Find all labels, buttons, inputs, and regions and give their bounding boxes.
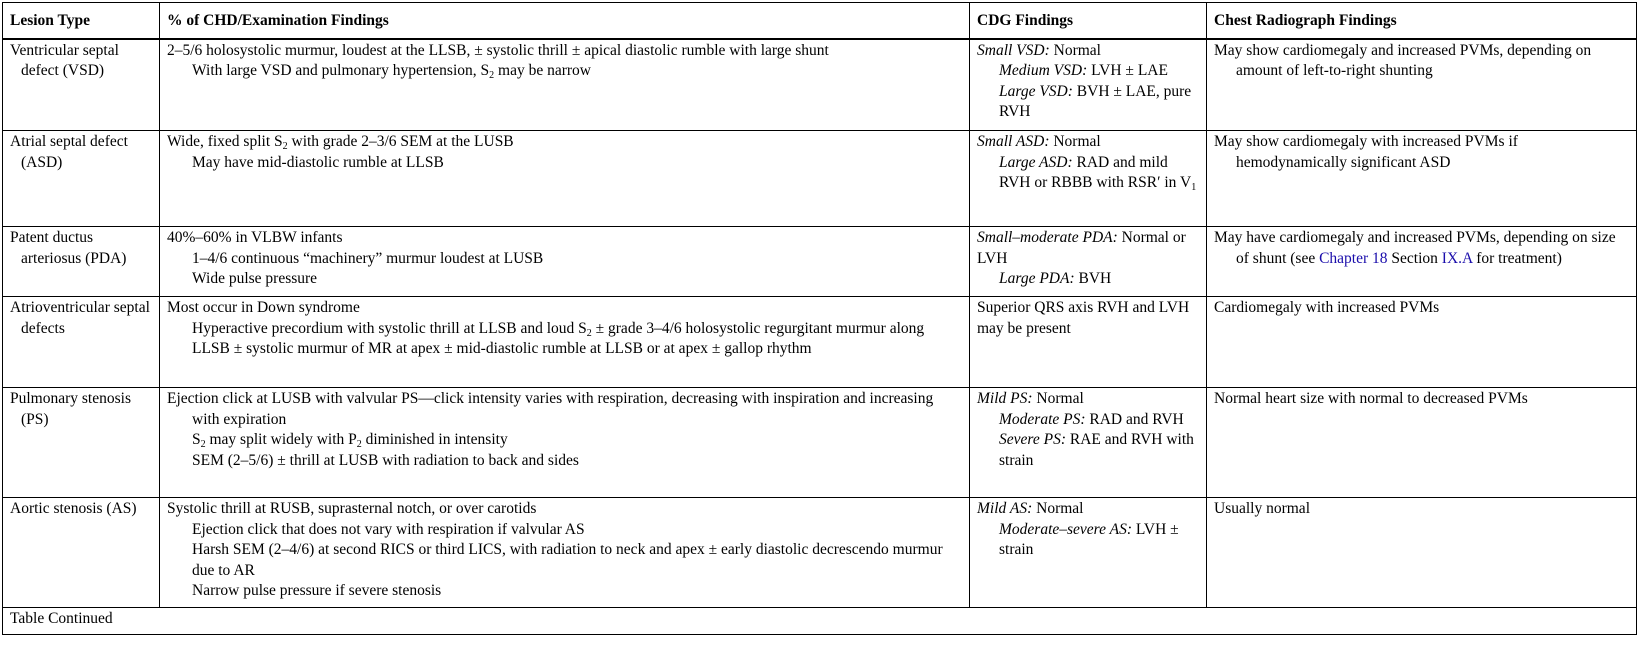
cdg-line: Medium VSD: LVH ± LAE xyxy=(999,62,1168,79)
cdg-line: Moderate–severe AS: LVH ± strain xyxy=(999,520,1179,558)
exam-line: 1–4/6 continuous “machinery” murmur loudest at LUSB xyxy=(192,249,544,267)
exam-line: 2–5/6 holosystolic murmur, loudest at the LLSB, ± systolic thrill ± apical diastolic rumble with large shunt xyxy=(167,41,829,59)
cdg-findings-cell xyxy=(970,131,1207,227)
exam-line: Wide, fixed split $S_2$ with grade 2–3/6 SEM at the LUSB xyxy=(167,133,514,152)
table-row xyxy=(3,131,1637,227)
lesion-type-cell: Ventricular septal defect (VSD) xyxy=(3,39,160,131)
findings-table-container xyxy=(2,2,1638,665)
cdg-line: Small ASD: Normal xyxy=(977,133,1101,150)
table-row xyxy=(3,39,1637,131)
exam-line: Wide pulse pressure xyxy=(192,270,318,287)
lesion-type-cell: Patent ductus arteriosus (PDA) xyxy=(3,227,160,297)
findings-table xyxy=(2,2,1637,635)
table-row xyxy=(3,498,1637,608)
chest-radiograph-cell: May show cardiomegaly with increased PVMs if hemodynamically significant ASD xyxy=(1207,131,1637,227)
exam-line: SEM (2–5/6) ± thrill at LUSB with radiation to back and sides xyxy=(192,451,579,469)
header-lesion-type: Lesion Type xyxy=(3,3,160,39)
section-link[interactable]: IX.A xyxy=(1441,249,1473,267)
exam-line: Ejection click that does not vary with respiration if valvular AS xyxy=(192,520,585,538)
cdg-line: Large PDA: BVH xyxy=(999,270,1112,287)
exam-findings-cell xyxy=(160,131,970,227)
header-exam-findings: % of CHD/Examination Findings xyxy=(160,3,970,39)
exam-line: Systolic thrill at RUSB, suprasternal notch, or over carotids xyxy=(167,500,537,517)
cdg-findings-cell: Superior QRS axis RVH and LVH may be present xyxy=(970,297,1207,388)
header-chest-radiograph: Chest Radiograph Findings xyxy=(1207,3,1637,39)
exam-line: 40%–60% in VLBW infants xyxy=(167,229,343,246)
chest-radiograph-cell: Usually normal xyxy=(1207,498,1637,608)
cdg-line: Small–moderate PDA: Normal or LVH xyxy=(977,229,1186,267)
cdg-line: Large ASD: RAD and mild RVH or RBBB with RSR′ in $V_1$ xyxy=(999,153,1197,193)
header-cdg-findings: CDG Findings xyxy=(970,3,1207,39)
exam-line: Most occur in Down syndrome xyxy=(167,299,360,316)
lesion-type-cell: Atrioventricular septal defects xyxy=(3,297,160,388)
lesion-type-cell: Pulmonary stenosis (PS) xyxy=(3,388,160,498)
cdg-findings-cell xyxy=(970,498,1207,608)
cdg-line: Severe PS: RAE and RVH with strain xyxy=(999,431,1194,469)
cdg-findings-cell xyxy=(970,227,1207,297)
exam-findings-cell xyxy=(160,498,970,608)
exam-findings-cell xyxy=(160,388,970,498)
exam-findings-cell xyxy=(160,227,970,297)
cdg-line: Mild PS: Normal xyxy=(977,390,1084,407)
chapter-link[interactable]: Chapter 18 xyxy=(1319,249,1388,267)
exam-line: May have mid-diastolic rumble at LLSB xyxy=(192,153,444,171)
exam-line: With large VSD and pulmonary hypertension, $S_2$ may be narrow xyxy=(192,62,591,81)
lesion-type-cell: Atrial septal defect (ASD) xyxy=(3,131,160,227)
chest-radiograph-cell: Normal heart size with normal to decreased PVMs xyxy=(1207,388,1637,498)
chest-radiograph-cell: Cardiomegaly with increased PVMs xyxy=(1207,297,1637,388)
table-row xyxy=(3,297,1637,388)
exam-line: Ejection click at LUSB with valvular PS—click intensity varies with respiration, decreasing with inspiration and increasing with expiration xyxy=(167,390,934,428)
exam-findings-cell xyxy=(160,297,970,388)
cdg-line: Small VSD: Normal xyxy=(977,41,1101,59)
chest-radiograph-cell: May have cardiomegaly and increased PVMs, depending on size of shunt (see Chapter 18 Section IX.A for treatment) xyxy=(1207,227,1637,297)
exam-line: Hyperactive precordium with systolic thrill at LLSB and loud $S_2$ ± grade 3–4/6 holosystolic regurgitant murmur along LLSB ± systolic murmur of MR at apex ± mid-diastolic rumble at LLSB or at apex ± gallop rhythm xyxy=(192,319,925,357)
cdg-findings-cell xyxy=(970,39,1207,131)
table-row xyxy=(3,388,1637,498)
lesion-type-cell: Aortic stenosis (AS) xyxy=(3,498,160,608)
exam-line: $S_2$ may split widely with $P_2$ diminished in intensity xyxy=(192,431,508,450)
header-row xyxy=(3,3,1637,39)
footer-row xyxy=(3,608,1637,635)
cdg-line: Moderate PS: RAD and RVH xyxy=(999,410,1184,428)
chest-radiograph-cell: May show cardiomegaly and increased PVMs, depending on amount of left-to-right shunting xyxy=(1207,39,1637,131)
cdg-findings-cell xyxy=(970,388,1207,498)
cdg-line: Large VSD: BVH ± LAE, pure RVH xyxy=(999,82,1192,120)
exam-line: Harsh SEM (2–4/6) at second RICS or third LICS, with radiation to neck and apex ± early diastolic decrescendo murmur due to AR xyxy=(192,541,943,579)
cdg-line: Mild AS: Normal xyxy=(977,500,1084,517)
exam-findings-cell xyxy=(160,39,970,131)
exam-line: Narrow pulse pressure if severe stenosis xyxy=(192,582,442,599)
table-row xyxy=(3,227,1637,297)
table-continued-note: Table Continued xyxy=(3,608,1637,635)
